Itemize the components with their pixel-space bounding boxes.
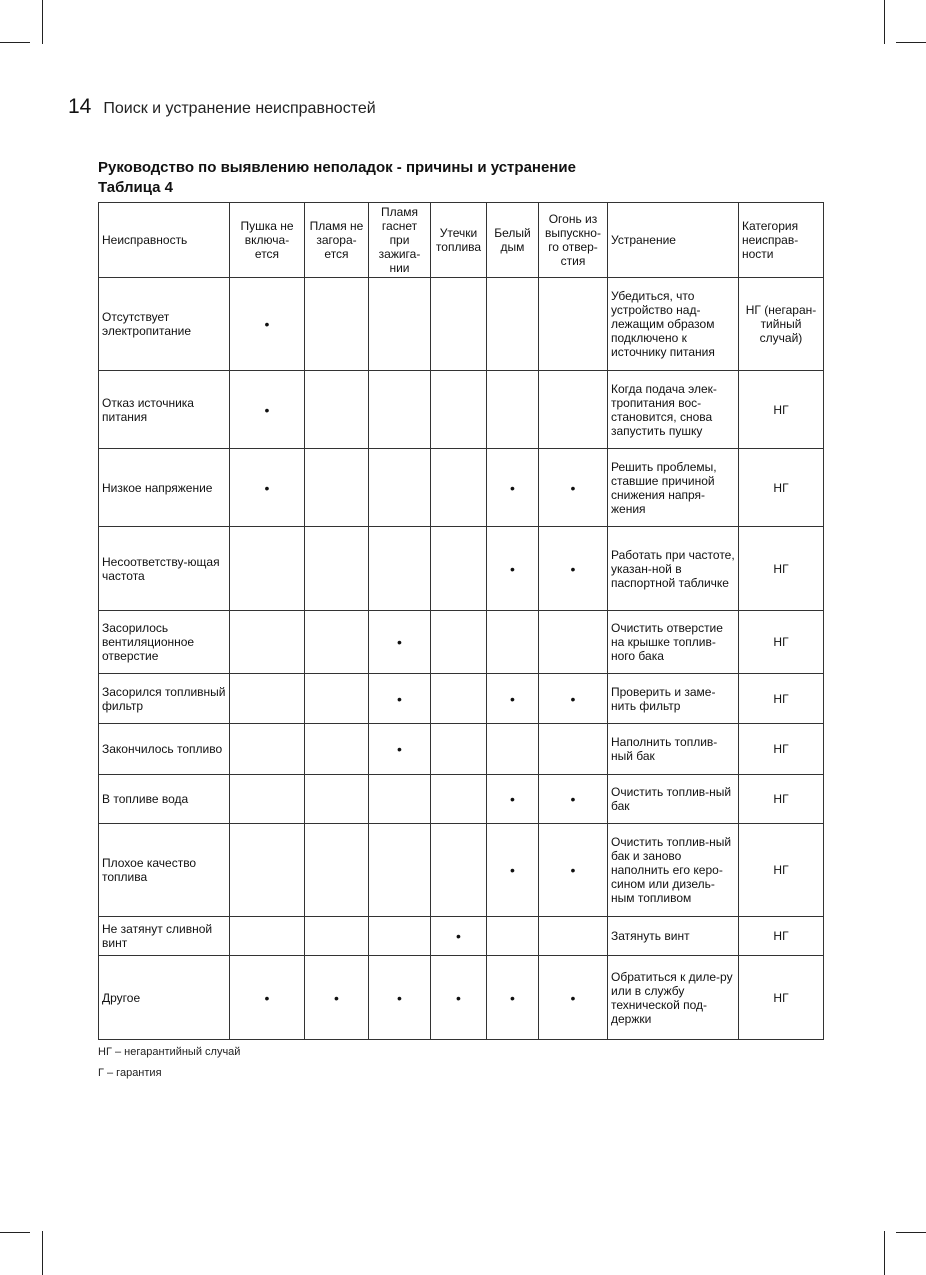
empty-cell (305, 775, 369, 824)
remedy-cell: Проверить и заме-нить фильтр (608, 674, 739, 724)
table-row (99, 527, 824, 611)
footnote: Г – гарантия (98, 1067, 162, 1079)
cause-mark-cell: • (230, 956, 305, 1040)
cause-mark-cell: • (487, 527, 539, 611)
empty-cell (305, 449, 369, 527)
category-cell: НГ (739, 449, 824, 527)
empty-cell (431, 824, 487, 917)
empty-cell (487, 278, 539, 371)
empty-cell (431, 278, 487, 371)
empty-cell (431, 449, 487, 527)
category-cell: НГ (739, 956, 824, 1040)
cause-mark-cell: • (431, 956, 487, 1040)
cause-mark-cell: • (487, 449, 539, 527)
remedy-cell: Убедиться, что устройство над-лежащим образом подключено к источнику питания (608, 278, 739, 371)
empty-cell (487, 724, 539, 775)
empty-cell (305, 674, 369, 724)
empty-cell (487, 611, 539, 674)
empty-cell (431, 611, 487, 674)
table-row (99, 278, 824, 371)
empty-cell (487, 917, 539, 956)
category-cell: НГ (739, 824, 824, 917)
category-cell: НГ (негаран-тийный случай) (739, 278, 824, 371)
cause-mark-cell: • (230, 449, 305, 527)
empty-cell (230, 724, 305, 775)
category-cell: НГ (739, 371, 824, 449)
empty-cell (230, 527, 305, 611)
crop-mark (884, 1231, 885, 1275)
cause-mark-cell: • (487, 956, 539, 1040)
fault-cell: Несоответству-ющая частота (99, 527, 230, 611)
fault-cell: Засорился топливный фильтр (99, 674, 230, 724)
fault-cell: Засорилось вентиляционное отверстие (99, 611, 230, 674)
table-row (99, 956, 824, 1040)
footnotes (98, 1046, 240, 1088)
table-body (99, 278, 824, 1040)
column-header: Категория неисправ-ности (739, 203, 824, 278)
empty-cell (369, 278, 431, 371)
empty-cell (369, 824, 431, 917)
cause-mark-cell: • (539, 956, 608, 1040)
empty-cell (431, 674, 487, 724)
troubleshooting-table (98, 202, 824, 1040)
column-header: Огонь из выпускно-го отвер-стия (539, 203, 608, 278)
empty-cell (369, 775, 431, 824)
fault-cell: В топливе вода (99, 775, 230, 824)
crop-mark (42, 0, 43, 44)
empty-cell (539, 724, 608, 775)
empty-cell (230, 674, 305, 724)
table-caption: Таблица 4 (98, 179, 174, 196)
crop-mark (0, 42, 30, 43)
cause-mark-cell: • (431, 917, 487, 956)
remedy-cell: Решить проблемы, ставшие причиной снижения напря-жения (608, 449, 739, 527)
table-row (99, 371, 824, 449)
empty-cell (305, 724, 369, 775)
table-row (99, 724, 824, 775)
fault-cell: Отсутствует электропитание (99, 278, 230, 371)
table-row (99, 775, 824, 824)
category-cell: НГ (739, 775, 824, 824)
column-header: Пламя гаснет при зажига-нии (369, 203, 431, 278)
document-heading (98, 158, 576, 198)
empty-cell (539, 917, 608, 956)
cause-mark-cell: • (487, 674, 539, 724)
column-header: Пламя не загора-ется (305, 203, 369, 278)
column-header: Белый дым (487, 203, 539, 278)
empty-cell (369, 371, 431, 449)
column-header: Устранение (608, 203, 739, 278)
empty-cell (230, 775, 305, 824)
page-number: 14 (68, 95, 92, 118)
crop-mark (896, 1232, 926, 1233)
empty-cell (431, 775, 487, 824)
column-header: Утечки топлива (431, 203, 487, 278)
empty-cell (431, 371, 487, 449)
table-row (99, 824, 824, 917)
empty-cell (487, 371, 539, 449)
cause-mark-cell: • (539, 449, 608, 527)
cause-mark-cell: • (539, 824, 608, 917)
cause-mark-cell: • (230, 278, 305, 371)
crop-mark (42, 1231, 43, 1275)
empty-cell (230, 917, 305, 956)
category-cell: НГ (739, 917, 824, 956)
crop-mark (0, 1232, 30, 1233)
remedy-cell: Затянуть винт (608, 917, 739, 956)
empty-cell (305, 527, 369, 611)
empty-cell (539, 278, 608, 371)
empty-cell (369, 449, 431, 527)
remedy-cell: Очистить отверстие на крышке топлив-ного бака (608, 611, 739, 674)
fault-cell: Плохое качество топлива (99, 824, 230, 917)
cause-mark-cell: • (369, 674, 431, 724)
table-row (99, 674, 824, 724)
empty-cell (230, 824, 305, 917)
remedy-cell: Наполнить топлив-ный бак (608, 724, 739, 775)
fault-cell: Не затянут сливной винт (99, 917, 230, 956)
empty-cell (230, 611, 305, 674)
empty-cell (369, 917, 431, 956)
category-cell: НГ (739, 611, 824, 674)
empty-cell (305, 824, 369, 917)
empty-cell (369, 527, 431, 611)
cause-mark-cell: • (539, 674, 608, 724)
category-cell: НГ (739, 724, 824, 775)
cause-mark-cell: • (369, 611, 431, 674)
table-row (99, 917, 824, 956)
cause-mark-cell: • (230, 371, 305, 449)
footnote: НГ – негарантийный случай (98, 1046, 241, 1058)
section-title: Поиск и устранение неисправностей (103, 100, 376, 117)
column-header: Пушка не включа-ется (230, 203, 305, 278)
table-row (99, 611, 824, 674)
empty-cell (305, 278, 369, 371)
cause-mark-cell: • (305, 956, 369, 1040)
empty-cell (431, 527, 487, 611)
fault-cell: Низкое напряжение (99, 449, 230, 527)
remedy-cell: Очистить топлив-ный бак и заново наполнить его керо-сином или дизель-ным топливом (608, 824, 739, 917)
cause-mark-cell: • (369, 956, 431, 1040)
empty-cell (539, 371, 608, 449)
crop-mark (896, 42, 926, 43)
cause-mark-cell: • (539, 775, 608, 824)
document-title: Руководство по выявлению неполадок - причины и устранение (98, 159, 576, 176)
cause-mark-cell: • (369, 724, 431, 775)
category-cell: НГ (739, 674, 824, 724)
fault-cell: Другое (99, 956, 230, 1040)
page-header (68, 95, 376, 119)
remedy-cell: Работать при частоте, указан-ной в паспортной табличке (608, 527, 739, 611)
cause-mark-cell: • (487, 824, 539, 917)
cause-mark-cell: • (487, 775, 539, 824)
empty-cell (539, 611, 608, 674)
empty-cell (305, 611, 369, 674)
category-cell: НГ (739, 527, 824, 611)
fault-cell: Отказ источника питания (99, 371, 230, 449)
empty-cell (431, 724, 487, 775)
remedy-cell: Очистить топлив-ный бак (608, 775, 739, 824)
cause-mark-cell: • (539, 527, 608, 611)
crop-mark (884, 0, 885, 44)
remedy-cell: Обратиться к диле-ру или в службу технической под-держки (608, 956, 739, 1040)
remedy-cell: Когда подача элек-тропитания вос-становится, снова запустить пушку (608, 371, 739, 449)
empty-cell (305, 917, 369, 956)
column-header: Неисправность (99, 203, 230, 278)
table-row (99, 449, 824, 527)
fault-cell: Закончилось топливо (99, 724, 230, 775)
empty-cell (305, 371, 369, 449)
table-header-row (99, 203, 824, 278)
